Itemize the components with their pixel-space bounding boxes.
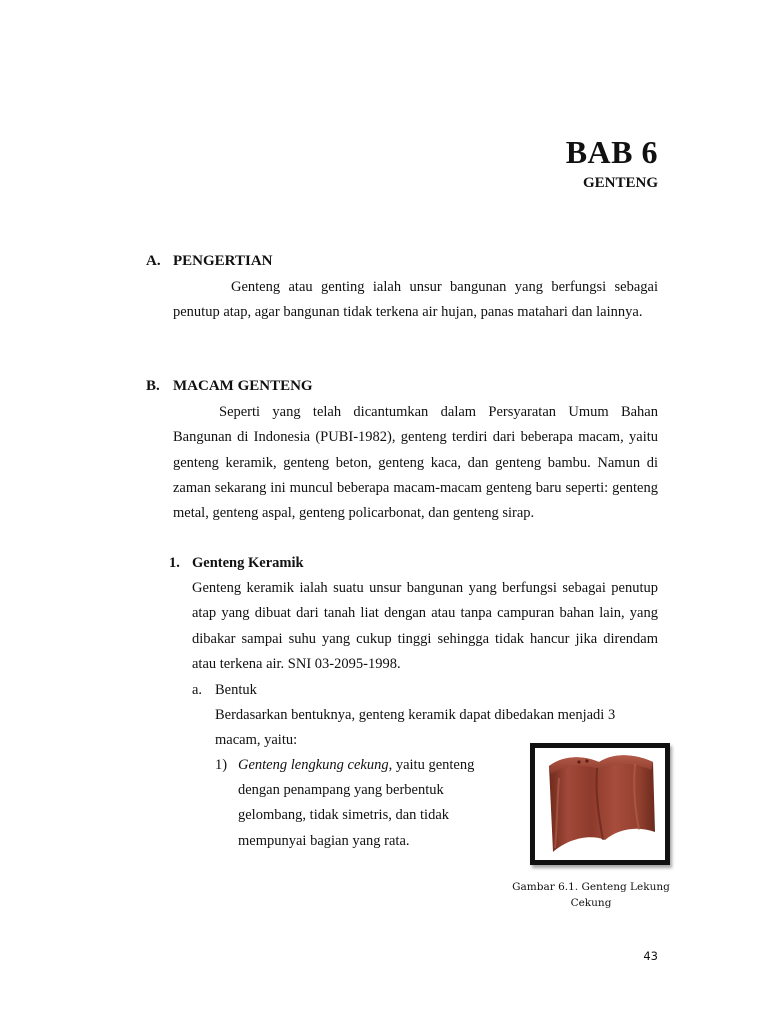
item-a-paragraph: Berdasarkan bentuknya, genteng keramik dapat dibedakan menjadi 3 macam, yaitu: [215, 707, 616, 749]
section-a-heading [146, 253, 273, 270]
section-b-paragraph [173, 400, 658, 526]
chapter-title: GENTENG [582, 175, 658, 191]
section-b-heading [146, 378, 313, 395]
section-b-text: Seperti yang telah dicantumkan dalam Persyaratan Umum Bahan Bangunan di Indonesia (PUBI-1982), genteng terdiri dari beberapa macam, yaitu genteng keramik, genteng beton, genteng kaca, dan genteng bambu. Namun di zaman sekarang ini muncul beberapa macam-macam genteng baru seperti: genteng metal, genteng aspal, genteng policarbonat, dan genteng sirap. [173, 404, 658, 522]
item-1-line-2: dengan penampang yang berbentuk [238, 782, 444, 798]
item-1-line-4: mempunyai bagian yang rata. [238, 833, 410, 849]
item-a-label: a. [192, 682, 203, 698]
subsection-1-label: 1. [169, 555, 180, 571]
section-a-text: Genteng atau genting ialah unsur bangunan yang berfungsi sebagai penutup atap, agar bangunan tidak terkena air hujan, panas matahari dan lainnya. [173, 279, 658, 321]
subsection-1-title: Genteng Keramik [192, 555, 304, 571]
section-a-label: A. [146, 253, 161, 269]
section-a-title: PENGERTIAN [173, 253, 273, 269]
section-b-label: B. [146, 378, 160, 394]
roof-tile-figure [530, 743, 670, 865]
section-a-paragraph [173, 275, 658, 326]
figure-caption: Gambar 6.1. Genteng Lekung Cekung [512, 881, 670, 909]
subsection-1-heading [169, 555, 304, 572]
chapter-number: BAB 6 [565, 134, 658, 170]
item-a-heading [192, 682, 257, 699]
section-b-title: MACAM GENTENG [173, 378, 313, 394]
item-1-term: Genteng lengkung cekung [238, 757, 389, 773]
item-1-label: 1) [215, 757, 228, 773]
item-1-first-line [215, 757, 474, 774]
roof-tile-image [535, 748, 665, 860]
page-number: 43 [643, 949, 658, 963]
subsection-1-paragraph: Genteng keramik ialah suatu unsur bangunan yang berfungsi sebagai penutup atap yang dibuat dari tanah liat dengan atau tanpa campuran bahan lain, yang dibakar sampai suhu yang cukup tinggi sehingga tidak hancur jika direndam atau terkena air. SNI 03-2095-1998. [192, 580, 658, 672]
item-a-title: Bentuk [215, 682, 257, 698]
item-1-line-3: gelombang, tidak simetris, dan tidak [238, 807, 450, 823]
item-1-rest: , yaitu genteng [388, 757, 475, 773]
